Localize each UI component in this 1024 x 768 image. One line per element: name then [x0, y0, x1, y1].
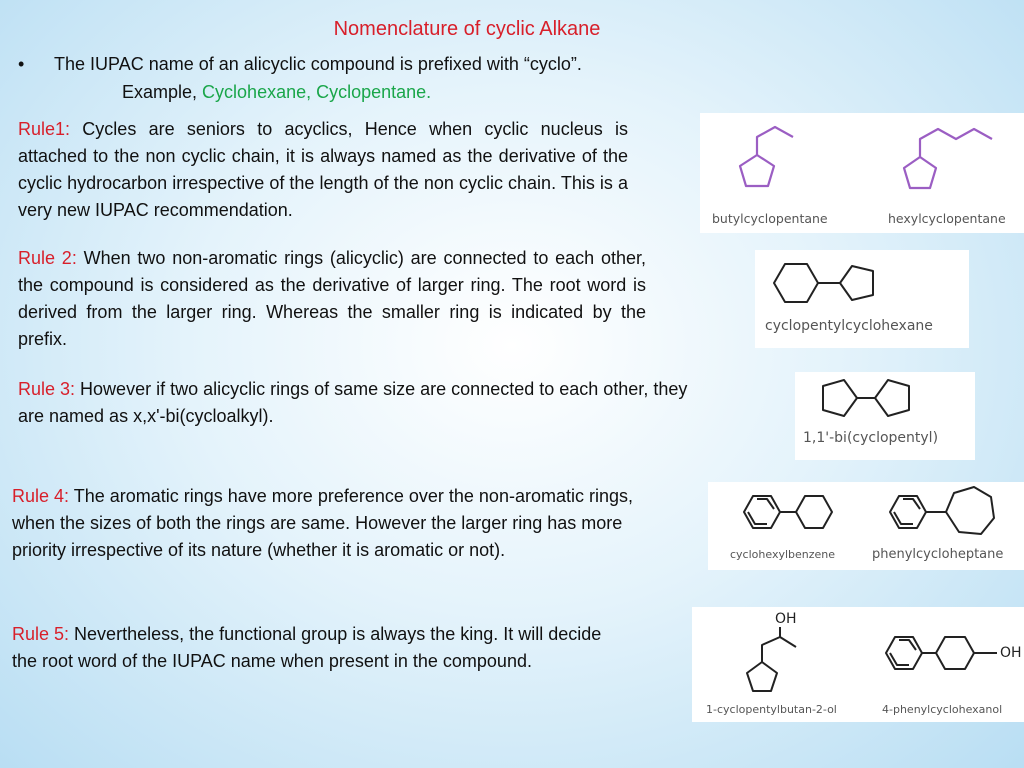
- benzene-double-bond: [757, 499, 774, 509]
- butylcyclopentane-caption: butylcyclopentane: [712, 211, 828, 226]
- cycloheptane-ring: [946, 487, 994, 534]
- structure-card-rule2: [755, 250, 969, 348]
- rule-4: [12, 483, 637, 564]
- phenylcycloheptane-caption: phenylcycloheptane: [872, 547, 1004, 562]
- butyl-chain: [757, 127, 793, 155]
- cyclopentane-ring: [875, 380, 909, 416]
- example-values: Cyclohexane, Cyclopentane.: [202, 82, 432, 102]
- example-line: [122, 82, 431, 103]
- structure-card-rule1: [700, 113, 1024, 233]
- cyclopentane-ring: [840, 266, 873, 300]
- benzene-double-bond: [903, 499, 920, 509]
- structure-card-rule5: [692, 607, 1024, 722]
- rule-5-label: Rule 5:: [12, 624, 70, 644]
- rule-1-text: Cycles are seniors to acyclics, Hence when cyclic nucleus is attached to the non cyclic chain, it is always named as the derivative of the cyclic hydrocarbon irrespective of the length of the non cyclic chain. This is a very new IUPAC recommendation.: [18, 119, 628, 220]
- alkylcyclopentane-structures: [700, 113, 1024, 233]
- example-label: Example,: [122, 82, 203, 102]
- oh-label: OH: [775, 611, 797, 627]
- rule-5: [12, 621, 617, 675]
- benzene-double-bond: [899, 640, 916, 650]
- cyclopentane-ring: [904, 157, 936, 188]
- rule-2: [18, 245, 646, 353]
- cyclohexane-ring: [796, 496, 832, 528]
- rule-3-label: Rule 3:: [18, 379, 76, 399]
- cyclopentylbutanol-caption: 1-cyclopentylbutan-2-ol: [706, 703, 837, 716]
- bicyclopentyl-caption: 1,1'-bi(cyclopentyl): [803, 430, 939, 446]
- rule-4-text: The aromatic rings have more preference over the non-aromatic rings, when the sizes of both the rings are same. However the larger ring has more priority irrespective of its nature (whether it is aromatic or not).: [12, 486, 633, 560]
- bicyclopentyl-structure: [795, 372, 975, 460]
- rule-3: [18, 376, 690, 430]
- rule-2-text: When two non-aromatic rings (alicyclic) are connected to each other, the compound is considered as the derivative of larger ring. The root word is derived from the larger ring. Whereas the smaller ring is indicated by the prefix.: [18, 248, 646, 349]
- butanol-chain: [762, 637, 796, 662]
- cyclopentylcyclohexane-structure: [755, 250, 969, 348]
- cyclohexylbenzene-caption: cyclohexylbenzene: [730, 548, 836, 561]
- rule-1-label: Rule1:: [18, 119, 71, 139]
- cyclopentane-ring: [740, 155, 774, 186]
- cyclohexane-ring: [936, 637, 974, 669]
- alcohol-structures: [692, 607, 1024, 722]
- rule-3-text: However if two alicyclic rings of same size are connected to each other, they are named as x,x'-bi(cycloalkyl).: [18, 379, 688, 426]
- structure-card-rule4: [708, 482, 1024, 570]
- structure-card-rule3: [795, 372, 975, 460]
- oh-label: OH: [1000, 645, 1022, 661]
- rule-2-label: Rule 2:: [18, 248, 77, 268]
- cyclopentylcyclohexane-caption: cyclopentylcyclohexane: [765, 318, 933, 334]
- hexyl-chain: [920, 129, 992, 157]
- bullet-icon: •: [18, 54, 25, 74]
- rule-5-text: Nevertheless, the functional group is always the king. It will decide the root word of the IUPAC name when present in the compound.: [12, 624, 602, 671]
- rule-4-label: Rule 4:: [12, 486, 70, 506]
- hexylcyclopentane-caption: hexylcyclopentane: [888, 211, 1006, 226]
- rule-1: [18, 116, 628, 224]
- cyclohexane-ring: [774, 264, 818, 302]
- phenylcyclohexanol-caption: 4-phenylcyclohexanol: [882, 703, 1003, 716]
- intro-text: The IUPAC name of an alicyclic compound is prefixed with “cyclo”.: [54, 54, 582, 74]
- intro-line: [18, 54, 582, 75]
- slide-title: Nomenclature of cyclic Alkane: [333, 18, 601, 40]
- cyclopentane-ring: [823, 380, 857, 416]
- cyclopentane-ring: [747, 662, 777, 691]
- aromatic-structures: [708, 482, 1024, 570]
